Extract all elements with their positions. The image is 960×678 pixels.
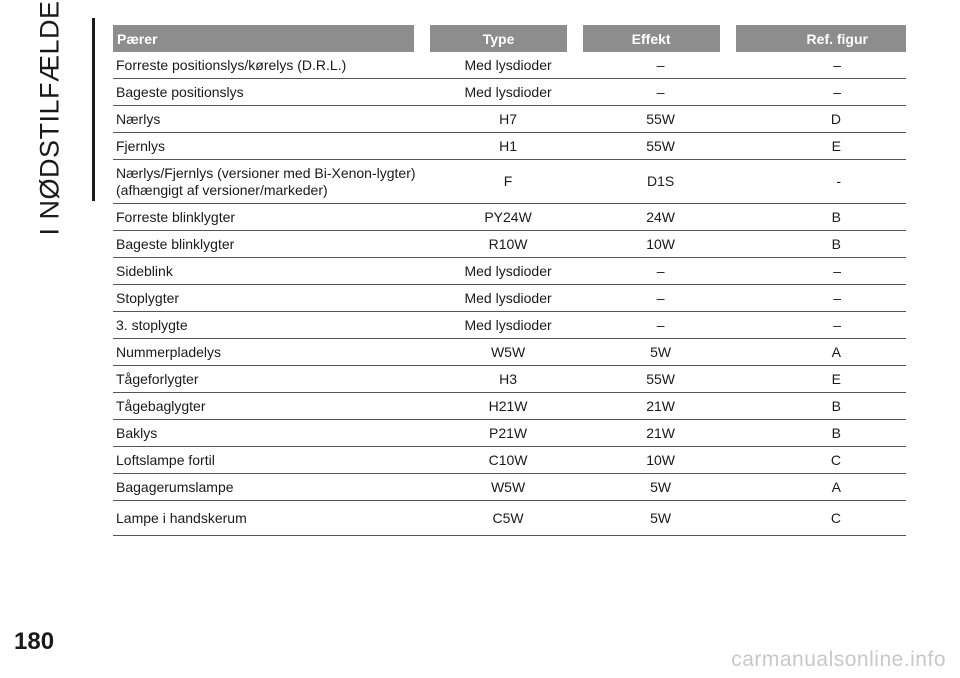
bulb-type: R10W bbox=[430, 231, 582, 258]
section-divider bbox=[92, 18, 95, 201]
bulb-type: C5W bbox=[430, 501, 582, 536]
bulb-name: 3. stoplygte bbox=[113, 312, 430, 339]
table-row bbox=[113, 447, 906, 474]
bulb-name: Lampe i handskerum bbox=[113, 501, 430, 536]
bulb-type: H1 bbox=[430, 133, 582, 160]
bulb-ref: – bbox=[736, 258, 906, 285]
header-row bbox=[113, 25, 906, 52]
header-type: Type bbox=[430, 25, 582, 52]
bulb-name: Fjernlys bbox=[113, 133, 430, 160]
table-row bbox=[113, 312, 906, 339]
table-header bbox=[113, 25, 906, 52]
table-row bbox=[113, 160, 906, 204]
bulb-name: Nærlys bbox=[113, 106, 430, 133]
bulb-type: F bbox=[430, 160, 582, 204]
table-row bbox=[113, 501, 906, 536]
bulb-effect: 5W bbox=[583, 501, 736, 536]
bulb-ref: – bbox=[736, 285, 906, 312]
bulb-name-line2: (afhængigt af versioner/markeder) bbox=[116, 181, 328, 198]
bulb-type: Med lysdioder bbox=[430, 79, 582, 106]
bulb-effect: – bbox=[583, 258, 736, 285]
bulb-effect: 24W bbox=[583, 204, 736, 231]
bulb-ref: B bbox=[736, 231, 906, 258]
bulb-name: Forreste positionslys/kørelys (D.R.L.) bbox=[113, 52, 430, 79]
table-row bbox=[113, 52, 906, 79]
bulb-ref: B bbox=[736, 393, 906, 420]
page-number: 180 bbox=[14, 628, 55, 655]
bulb-type: W5W bbox=[430, 339, 582, 366]
bulb-ref: B bbox=[736, 420, 906, 447]
bulb-table bbox=[113, 25, 906, 536]
table-row bbox=[113, 474, 906, 501]
bulb-type: H3 bbox=[430, 366, 582, 393]
bulb-type: Med lysdioder bbox=[430, 285, 582, 312]
bulb-effect: 55W bbox=[583, 133, 736, 160]
bulb-ref: D bbox=[736, 106, 906, 133]
bulb-effect: 55W bbox=[583, 366, 736, 393]
header-ref-figure: Ref. figur bbox=[736, 25, 906, 52]
header-effect: Effekt bbox=[583, 25, 736, 52]
table-row bbox=[113, 79, 906, 106]
bulb-name: Nummerpladelys bbox=[113, 339, 430, 366]
bulb-name bbox=[113, 160, 430, 204]
header-bulbs: Pærer bbox=[113, 25, 430, 52]
bulb-ref: A bbox=[736, 339, 906, 366]
bulb-type: W5W bbox=[430, 474, 582, 501]
bulb-effect: D1S bbox=[583, 160, 736, 204]
bulb-type: PY24W bbox=[430, 204, 582, 231]
bulb-name: Baklys bbox=[113, 420, 430, 447]
bulb-name: Stoplygter bbox=[113, 285, 430, 312]
table-row bbox=[113, 106, 906, 133]
section-title-text: I NØDSTILFÆLDE bbox=[34, 0, 65, 236]
bulb-ref: C bbox=[736, 501, 906, 536]
bulb-effect: – bbox=[583, 312, 736, 339]
bulb-type: P21W bbox=[430, 420, 582, 447]
bulb-name-line1: Nærlys/Fjernlys (versioner med Bi-Xenon-lygter) bbox=[116, 164, 416, 181]
bulb-effect: – bbox=[583, 52, 736, 79]
bulb-name: Forreste blinklygter bbox=[113, 204, 430, 231]
bulb-name: Tågebaglygter bbox=[113, 393, 430, 420]
table-row bbox=[113, 420, 906, 447]
bulb-name: Bageste positionslys bbox=[113, 79, 430, 106]
bulb-effect: 21W bbox=[583, 393, 736, 420]
bulb-effect: 10W bbox=[583, 447, 736, 474]
table-row bbox=[113, 366, 906, 393]
bulb-ref: C bbox=[736, 447, 906, 474]
bulb-type: Med lysdioder bbox=[430, 312, 582, 339]
bulb-ref: – bbox=[736, 79, 906, 106]
bulb-effect: 5W bbox=[583, 339, 736, 366]
bulb-name: Sideblink bbox=[113, 258, 430, 285]
bulb-ref: – bbox=[736, 52, 906, 79]
table-row bbox=[113, 204, 906, 231]
bulb-type: H21W bbox=[430, 393, 582, 420]
bulb-type: H7 bbox=[430, 106, 582, 133]
bulb-effect: 21W bbox=[583, 420, 736, 447]
bulb-ref: E bbox=[736, 133, 906, 160]
bulb-type: Med lysdioder bbox=[430, 258, 582, 285]
bulb-name: Tågeforlygter bbox=[113, 366, 430, 393]
table-row bbox=[113, 133, 906, 160]
bulb-name: Loftslampe fortil bbox=[113, 447, 430, 474]
section-title bbox=[20, 0, 80, 236]
bulb-effect: – bbox=[583, 79, 736, 106]
table-row bbox=[113, 231, 906, 258]
bulb-effect: 55W bbox=[583, 106, 736, 133]
bulb-effect: – bbox=[583, 285, 736, 312]
bulb-ref: E bbox=[736, 366, 906, 393]
table-row bbox=[113, 393, 906, 420]
table-row bbox=[113, 339, 906, 366]
bulb-name: Bagagerumslampe bbox=[113, 474, 430, 501]
bulb-ref: A bbox=[736, 474, 906, 501]
watermark: carmanualsonline.info bbox=[731, 648, 946, 671]
bulb-effect: 10W bbox=[583, 231, 736, 258]
bulb-ref: B bbox=[736, 204, 906, 231]
bulb-type: C10W bbox=[430, 447, 582, 474]
table-row bbox=[113, 285, 906, 312]
table-row bbox=[113, 258, 906, 285]
bulb-name: Bageste blinklygter bbox=[113, 231, 430, 258]
bulb-type: Med lysdioder bbox=[430, 52, 582, 79]
bulb-effect: 5W bbox=[583, 474, 736, 501]
bulb-ref: – bbox=[736, 312, 906, 339]
bulb-ref: - bbox=[736, 160, 906, 204]
table-body bbox=[113, 52, 906, 536]
